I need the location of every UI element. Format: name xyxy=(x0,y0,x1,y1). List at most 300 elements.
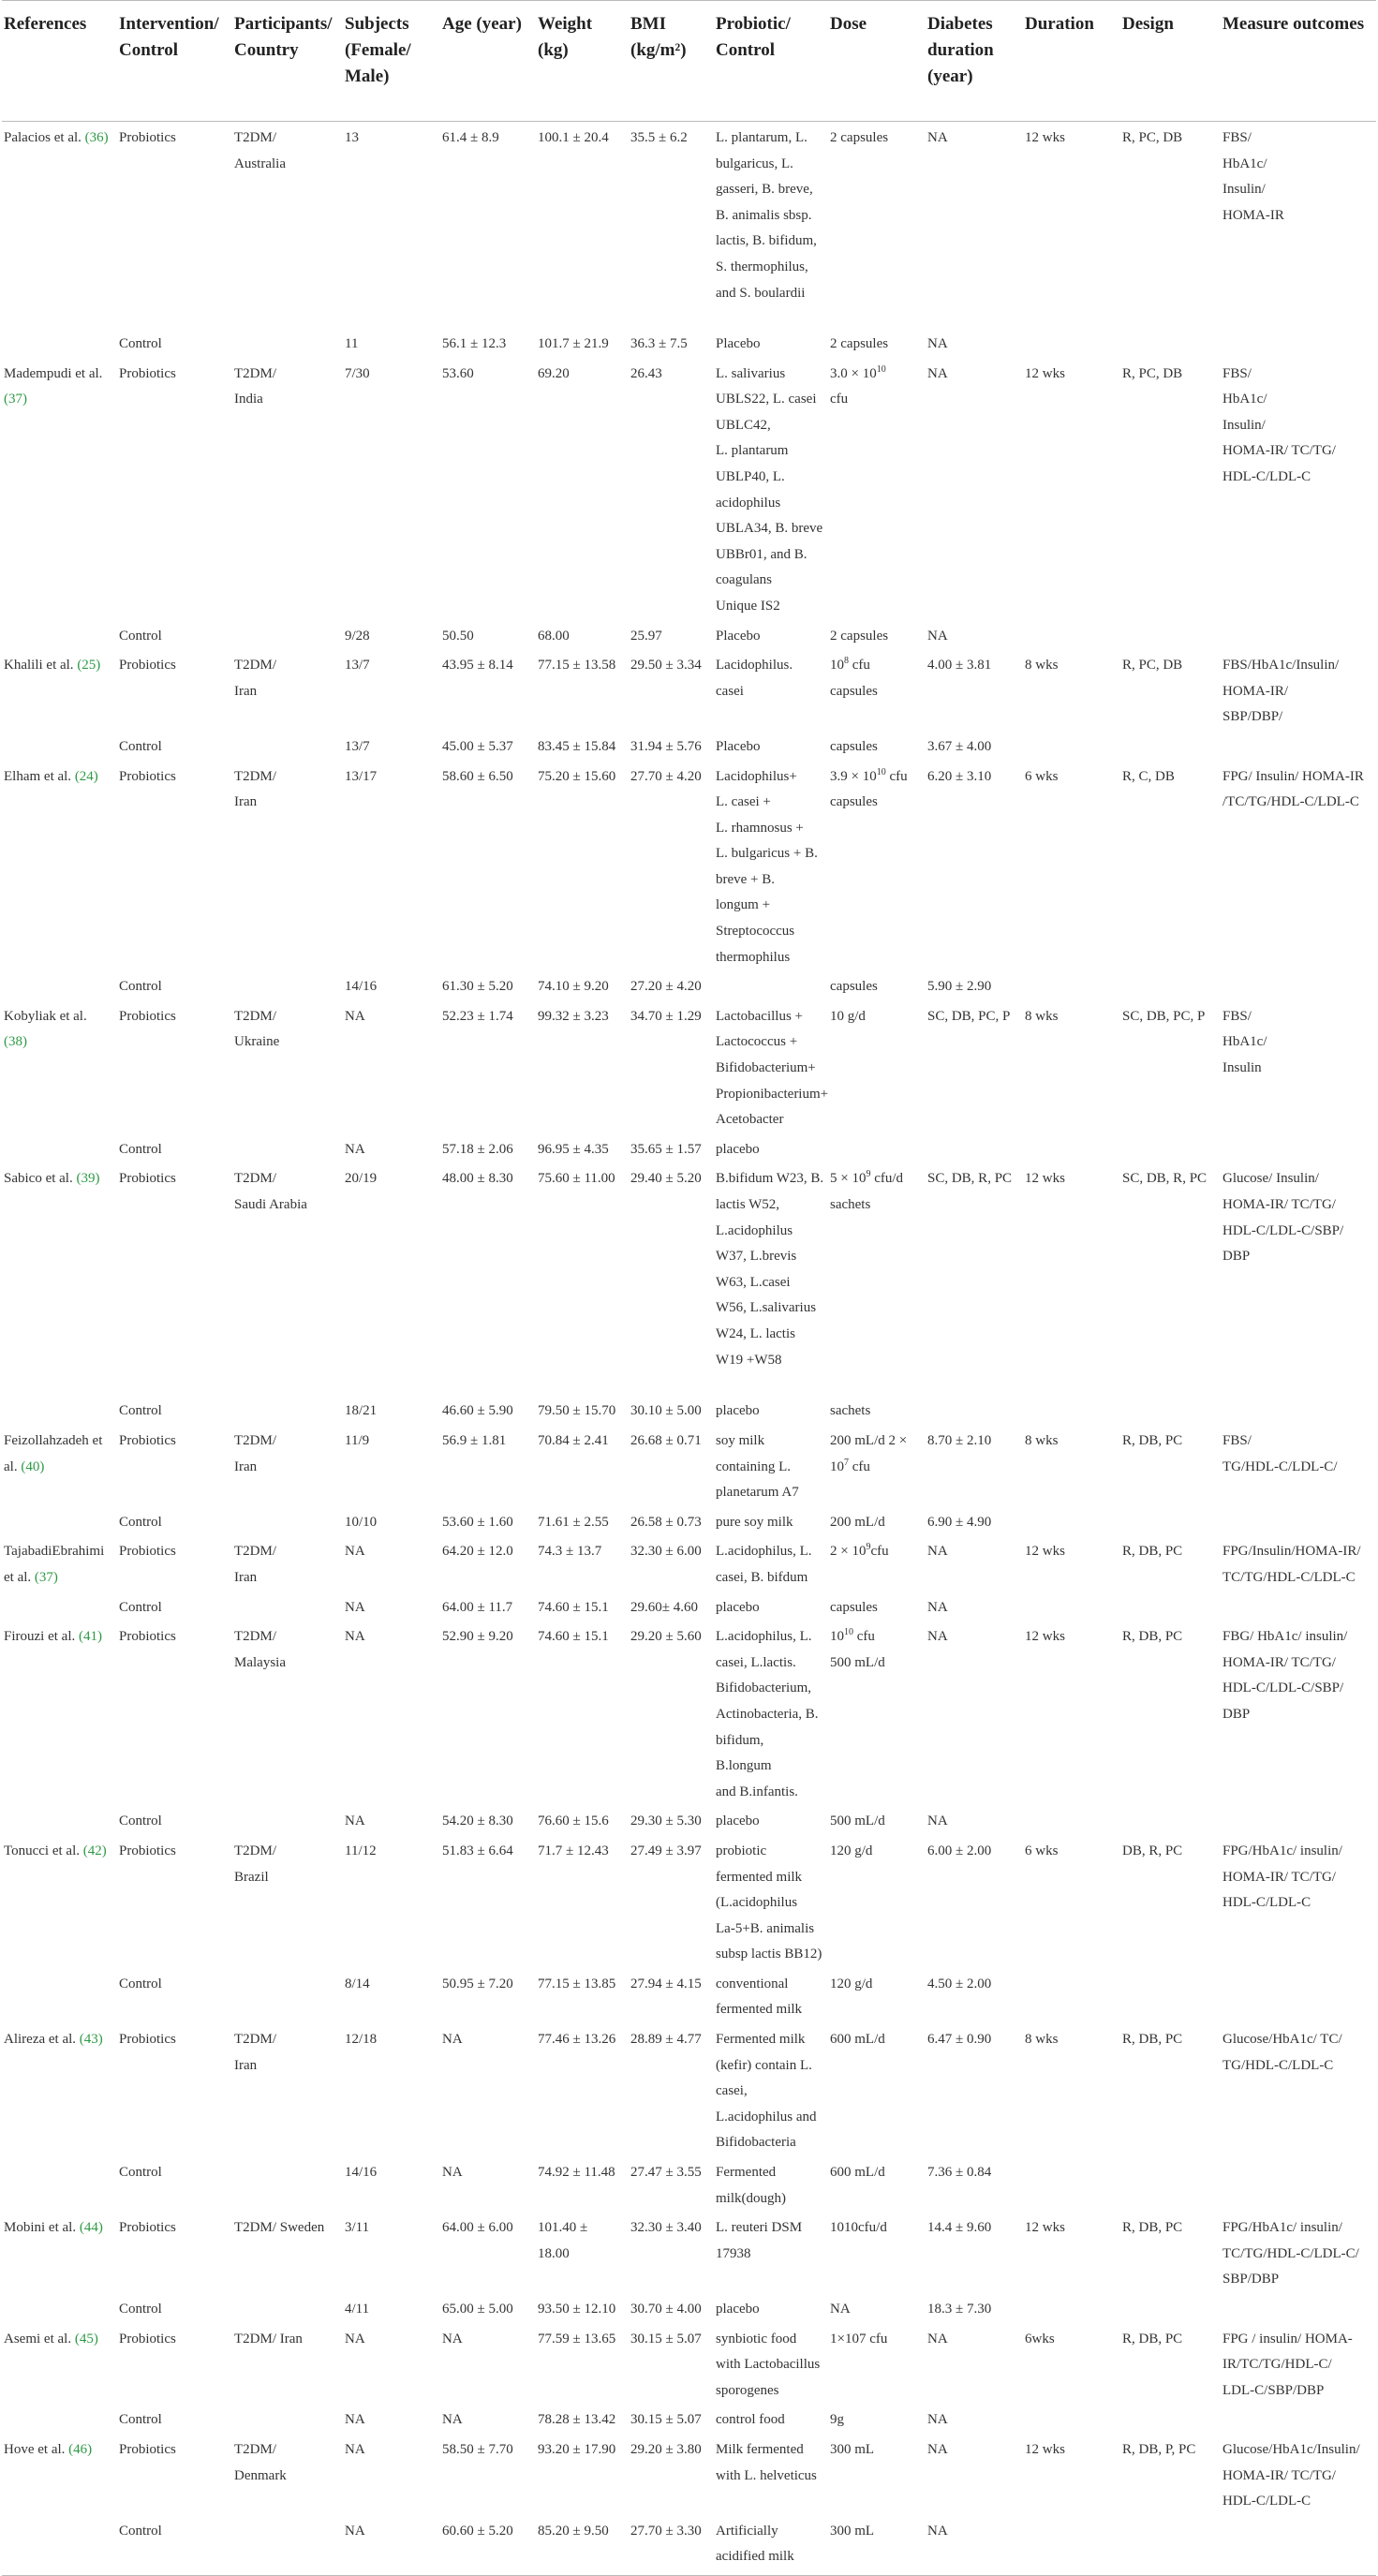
table-row xyxy=(2,358,1376,620)
cell-line: 12 wks xyxy=(1025,365,1065,381)
cell-measure-outcomes xyxy=(1221,1968,1376,2023)
cell-text: 3.0 × 10 xyxy=(830,365,877,381)
cell-probiotic-control xyxy=(714,122,828,329)
cell-line: SC, DB, R, PC xyxy=(1122,1171,1208,1187)
cell-line xyxy=(1025,1399,1117,1425)
cell-participants-country xyxy=(232,1621,343,1805)
cell-line: 1010cfu/d xyxy=(830,2220,887,2236)
cell-line: Probiotics xyxy=(119,1544,176,1560)
cell-intervention-control xyxy=(117,731,232,761)
cell-line: 74.60 ± 15.1 xyxy=(538,1629,609,1645)
cell-bmi xyxy=(629,1835,714,1968)
cell-line: 83.45 ± 15.84 xyxy=(538,738,616,754)
cell-line: 56.9 ± 1.81 xyxy=(442,1433,507,1448)
reference-link[interactable]: (39) xyxy=(76,1171,100,1187)
cell-age xyxy=(440,2156,536,2212)
cell-age xyxy=(440,2293,536,2323)
cell-age xyxy=(440,1162,536,1395)
cell-dose xyxy=(828,2293,926,2323)
header-weight xyxy=(536,1,629,122)
cell-line: Streptococcus xyxy=(716,924,795,940)
cell-line: 75.20 ± 15.60 xyxy=(538,768,616,784)
cell-dose xyxy=(828,122,926,329)
table-row xyxy=(2,1425,1376,1506)
cell-line xyxy=(1122,2297,1217,2323)
cell-dose xyxy=(828,1395,926,1425)
cell-line: 9/28 xyxy=(345,628,370,644)
cell-participants-country xyxy=(232,1133,343,1163)
cell-line: 18.3 ± 7.30 xyxy=(927,2302,992,2317)
cell-intervention-control xyxy=(117,1591,232,1621)
cell-age xyxy=(440,2212,536,2293)
cell-line: 12 wks xyxy=(1025,1171,1065,1187)
cell-measure-outcomes xyxy=(1221,2404,1376,2434)
cell-intervention-control xyxy=(117,1162,232,1395)
cell-references xyxy=(2,358,117,620)
cell-line: 36.3 ± 7.5 xyxy=(630,336,688,351)
cell-line: thermophilus xyxy=(716,949,791,965)
cell-line: 14/16 xyxy=(345,2165,378,2181)
cell-duration xyxy=(1023,358,1120,620)
cell-line: Bifidobacteria xyxy=(716,2135,796,2151)
cell-intervention-control xyxy=(117,2212,232,2293)
cell-dose xyxy=(828,1000,926,1133)
cell-line: Malaysia xyxy=(234,1654,286,1670)
header-line: Control xyxy=(119,40,178,60)
cell-measure-outcomes xyxy=(1221,122,1376,329)
cell-line: Insulin xyxy=(1222,1060,1262,1076)
cell-line: casei, L.lactis. xyxy=(716,1654,796,1670)
cell-line xyxy=(1025,1809,1117,1835)
cell-subjects xyxy=(343,328,440,358)
cell-line: Probiotics xyxy=(119,658,176,674)
cell-weight xyxy=(536,1000,629,1133)
cell-line: L.acidophilus, L. xyxy=(716,1544,812,1560)
cell-line: R, DB, PC xyxy=(1122,2220,1183,2236)
cell-line: T2DM/ xyxy=(234,1433,276,1448)
cell-intervention-control xyxy=(117,328,232,358)
cell-intervention-control xyxy=(117,970,232,1000)
cell-probiotic-control xyxy=(714,2323,828,2405)
cell-duration xyxy=(1023,1621,1120,1805)
cell-line: bifidum, xyxy=(716,1732,764,1748)
cell-subjects xyxy=(343,1162,440,1395)
cell-dose xyxy=(828,1968,926,2023)
cell-bmi xyxy=(629,1425,714,1506)
header-line: Probiotic/ xyxy=(716,14,791,34)
superscript: 7 xyxy=(844,1457,849,1468)
cell-line xyxy=(4,1839,113,1865)
cell-line: T2DM/ xyxy=(234,1008,276,1024)
cell-line xyxy=(1025,624,1117,650)
cell-line: B.longum xyxy=(716,1758,772,1774)
table-row xyxy=(2,1621,1376,1805)
cell-line: 18/21 xyxy=(345,1403,378,1419)
header-line: BMI xyxy=(630,14,666,34)
cell-bmi xyxy=(629,649,714,731)
cell-line: T2DM/ xyxy=(234,2441,276,2457)
cell-line: NA xyxy=(927,365,948,381)
cell-line: Iran xyxy=(234,1458,258,1474)
cell-participants-country xyxy=(232,1591,343,1621)
cell-subjects xyxy=(343,1425,440,1506)
cell-line xyxy=(4,332,113,358)
reference-link[interactable]: (43) xyxy=(79,2032,103,2048)
cell-line: 76.60 ± 15.6 xyxy=(538,1814,609,1829)
cell-design xyxy=(1120,2434,1221,2515)
cell-participants-country xyxy=(232,1000,343,1133)
cell-line: lactis, B. bifidum, xyxy=(716,233,817,249)
cell-dose xyxy=(828,2023,926,2156)
cell-bmi xyxy=(629,1395,714,1425)
cell-probiotic-control xyxy=(714,1968,828,2023)
cell-line: 74.10 ± 9.20 xyxy=(538,979,609,995)
cell-diabetes-duration xyxy=(926,1835,1023,1968)
table-row xyxy=(2,1162,1376,1395)
cell-line: 2 capsules xyxy=(830,130,889,145)
cell-line xyxy=(4,764,113,791)
cell-dose xyxy=(828,1805,926,1835)
cell-line: probiotic xyxy=(716,1843,767,1858)
reference-link[interactable]: (46) xyxy=(68,2441,93,2457)
cell-line xyxy=(4,2215,113,2242)
cell-line xyxy=(1025,332,1117,358)
reference-link[interactable]: (37) xyxy=(34,1569,58,1585)
cell-line: Control xyxy=(119,1599,162,1615)
cell-line: 600 mL/d xyxy=(830,2165,885,2181)
reference-link[interactable]: (36) xyxy=(84,130,109,145)
cell-line: 8 wks xyxy=(1025,2032,1059,2048)
cell-line: (kefir) contain L. xyxy=(716,2057,812,2073)
reference-link[interactable]: (45) xyxy=(74,2331,98,2347)
cell-line: 75.60 ± 11.00 xyxy=(538,1171,615,1187)
cell-references xyxy=(2,1591,117,1621)
cell-line: 85.20 ± 9.50 xyxy=(538,2523,609,2539)
cell-participants-country xyxy=(232,2156,343,2212)
reference-link[interactable]: (25) xyxy=(77,658,101,674)
cell-line xyxy=(830,653,922,679)
cell-line: 71.61 ± 2.55 xyxy=(538,1514,609,1530)
cell-measure-outcomes xyxy=(1221,2515,1376,2576)
cell-line: NA xyxy=(927,2523,948,2539)
cell-line: acidified milk xyxy=(716,2549,794,2565)
cell-line: Propionibacterium+ xyxy=(716,1086,829,1102)
cell-line: 27.49 ± 3.97 xyxy=(630,1843,702,1858)
cell-line xyxy=(1122,2519,1217,2545)
cell-line: 60.60 ± 5.20 xyxy=(442,2523,513,2539)
cell-line: 10 g/d xyxy=(830,1008,866,1024)
table-row xyxy=(2,2434,1376,2515)
cell-weight xyxy=(536,1535,629,1591)
cell-line xyxy=(4,2027,113,2053)
cell-line: T2DM/ xyxy=(234,1629,276,1645)
cell-line: NA xyxy=(345,1544,365,1560)
cell-line: 30.15 ± 5.07 xyxy=(630,2331,702,2347)
cell-references xyxy=(2,1506,117,1536)
header-age xyxy=(440,1,536,122)
cell-line: 5.90 ± 2.90 xyxy=(927,979,992,995)
cell-line: 2 capsules xyxy=(830,628,889,644)
cell-line: Control xyxy=(119,1976,162,1991)
cell-line: 27.47 ± 3.55 xyxy=(630,2165,702,2181)
cell-line: 58.50 ± 7.70 xyxy=(442,2441,513,2457)
cell-line: L. plantarum xyxy=(716,443,789,459)
cell-age xyxy=(440,1805,536,1835)
cell-text: cfu xyxy=(853,1629,875,1645)
cell-line: Probiotics xyxy=(119,1171,176,1187)
cell-duration xyxy=(1023,761,1120,971)
cell-intervention-control xyxy=(117,1835,232,1968)
cell-age xyxy=(440,731,536,761)
cell-line xyxy=(234,1137,339,1163)
cell-text: cfu xyxy=(870,1544,889,1560)
cell-line: UBLA34, B. breve xyxy=(716,521,823,537)
cell-duration xyxy=(1023,2023,1120,2156)
cell-line: 46.60 ± 5.90 xyxy=(442,1403,513,1419)
cell-line xyxy=(830,1166,922,1192)
cell-line xyxy=(1222,1972,1372,1998)
cell-participants-country xyxy=(232,1968,343,2023)
cell-line: cfu xyxy=(830,392,849,407)
cell-line: 300 mL xyxy=(830,2441,875,2457)
cell-line: 11/9 xyxy=(345,1433,370,1448)
cell-bmi xyxy=(629,2293,714,2323)
cell-line xyxy=(1025,2297,1117,2323)
cell-line xyxy=(4,1595,113,1621)
cell-line: 74.92 ± 11.48 xyxy=(538,2165,615,2181)
cell-line xyxy=(927,1137,1019,1163)
cell-line xyxy=(4,2407,113,2434)
cell-line: 74.60 ± 15.1 xyxy=(538,1599,609,1615)
reference-link[interactable]: (38) xyxy=(4,1034,27,1050)
header-line: Measure outcomes xyxy=(1222,14,1365,34)
cell-line: 52.23 ± 1.74 xyxy=(442,1008,513,1024)
cell-line: Australia xyxy=(234,155,286,171)
cell-subjects xyxy=(343,358,440,620)
cell-references xyxy=(2,649,117,731)
cell-line xyxy=(1025,2519,1117,2545)
cell-probiotic-control xyxy=(714,358,828,620)
reference-link[interactable]: (42) xyxy=(82,1843,107,1858)
cell-line: NA xyxy=(927,2412,948,2428)
cell-design xyxy=(1120,1535,1221,1591)
cell-duration xyxy=(1023,1968,1120,2023)
cell-line: 29.30 ± 5.30 xyxy=(630,1814,702,1829)
cell-references xyxy=(2,2156,117,2212)
cell-line: Probiotics xyxy=(119,130,176,145)
cell-line xyxy=(830,362,922,388)
cell-line: 50.50 xyxy=(442,628,474,644)
cell-line: 53.60 xyxy=(442,365,474,381)
header-dose xyxy=(828,1,926,122)
cell-line: with Lactobacillus xyxy=(716,2357,821,2373)
header-line: Male) xyxy=(345,67,390,86)
cell-line: Control xyxy=(119,2165,162,2181)
cell-line: fermented milk xyxy=(716,2002,803,2018)
cell-line: R, PC, DB xyxy=(1122,365,1183,381)
table-row xyxy=(2,2323,1376,2405)
cell-line: TC/TG/HDL-C/LDL-C/ xyxy=(1222,2245,1359,2261)
cell-line xyxy=(4,2437,113,2464)
cell-duration xyxy=(1023,1805,1120,1835)
cell-line: Placebo xyxy=(716,628,761,644)
cell-probiotic-control xyxy=(714,761,828,971)
cell-line: Insulin/ xyxy=(1222,417,1266,433)
cell-line xyxy=(1222,2519,1372,2545)
cell-diabetes-duration xyxy=(926,2212,1023,2293)
cell-line: Acetobacter xyxy=(716,1112,784,1128)
cell-diabetes-duration xyxy=(926,1506,1023,1536)
cell-weight xyxy=(536,2212,629,2293)
cell-subjects xyxy=(343,122,440,329)
cell-subjects xyxy=(343,1968,440,2023)
cell-line: 12 wks xyxy=(1025,2441,1065,2457)
cell-participants-country xyxy=(232,731,343,761)
cell-line xyxy=(4,734,113,761)
cell-line xyxy=(1222,974,1372,1000)
cell-line: pure soy milk xyxy=(716,1514,793,1530)
cell-bmi xyxy=(629,731,714,761)
cell-age xyxy=(440,1395,536,1425)
cell-line: FPG/HbA1c/ insulin/ xyxy=(1222,2220,1342,2236)
header-line: Control xyxy=(716,40,775,60)
cell-line: NA xyxy=(927,1544,948,1560)
cell-line: HbA1c/ xyxy=(1222,1034,1267,1050)
cell-probiotic-control xyxy=(714,2404,828,2434)
cell-line: HOMA-IR/ TC/TG/ xyxy=(1222,1654,1336,1670)
cell-age xyxy=(440,1133,536,1163)
cell-line: IR/TC/TG/HDL-C/ xyxy=(1222,2357,1332,2373)
cell-text: Firouzi et al. xyxy=(4,1629,79,1645)
cell-weight xyxy=(536,1162,629,1395)
cell-line: R, DB, PC xyxy=(1122,1544,1183,1560)
reference-link[interactable]: (24) xyxy=(74,768,98,784)
cell-line: 29.50 ± 3.34 xyxy=(630,658,702,674)
cell-age xyxy=(440,122,536,329)
cell-line xyxy=(234,332,339,358)
cell-line: subsp lactis BB12) xyxy=(716,1947,822,1962)
cell-line: longum + xyxy=(716,897,771,913)
cell-bmi xyxy=(629,761,714,971)
cell-line: Lacidophilus+ xyxy=(716,768,797,784)
cell-text: Palacios et al. xyxy=(4,130,85,145)
reference-link[interactable]: (44) xyxy=(79,2220,103,2236)
cell-duration xyxy=(1023,649,1120,731)
cell-line: R, DB, PC xyxy=(1122,2331,1183,2347)
cell-line: NA xyxy=(830,2302,851,2317)
cell-line xyxy=(234,2519,339,2545)
cell-age xyxy=(440,2515,536,2576)
cell-participants-country xyxy=(232,328,343,358)
cell-subjects xyxy=(343,1591,440,1621)
cell-line: Iran xyxy=(234,794,258,810)
superscript: 10 xyxy=(876,363,886,375)
cell-measure-outcomes xyxy=(1221,2293,1376,2323)
cell-subjects xyxy=(343,1805,440,1835)
cell-measure-outcomes xyxy=(1221,731,1376,761)
cell-line: L.acidophilus xyxy=(716,1222,793,1238)
header-line: (Female/ xyxy=(345,40,411,60)
cell-line: Glucose/HbA1c/ TC/ xyxy=(1222,2032,1342,2048)
cell-probiotic-control xyxy=(714,2515,828,2576)
cell-text: 5 × 10 xyxy=(830,1171,867,1187)
cell-line: 200 mL/d xyxy=(830,1514,885,1530)
cell-diabetes-duration xyxy=(926,358,1023,620)
cell-line: UBLP40, L. xyxy=(716,468,785,484)
cell-line: Probiotics xyxy=(119,2441,176,2457)
cell-line: placebo xyxy=(716,2302,760,2317)
cell-line: FBG/ HbA1c/ insulin/ xyxy=(1222,1629,1348,1645)
cell-line xyxy=(830,764,922,791)
cell-intervention-control xyxy=(117,2293,232,2323)
cell-line: Placebo xyxy=(716,738,761,754)
cell-line: NA xyxy=(927,2331,948,2347)
cell-line: NA xyxy=(927,1599,948,1615)
cell-weight xyxy=(536,2293,629,2323)
cell-line: 6 wks xyxy=(1025,768,1059,784)
cell-intervention-control xyxy=(117,2404,232,2434)
header-line: Participants/ xyxy=(234,14,333,34)
cell-bmi xyxy=(629,122,714,329)
cell-design xyxy=(1120,970,1221,1000)
reference-link[interactable]: (37) xyxy=(4,392,27,407)
table-row xyxy=(2,649,1376,731)
cell-bmi xyxy=(629,2404,714,2434)
cell-participants-country xyxy=(232,2434,343,2515)
cell-line xyxy=(4,974,113,1000)
cell-diabetes-duration xyxy=(926,649,1023,731)
cell-line: HOMA-IR/ xyxy=(1222,683,1288,699)
cell-diabetes-duration xyxy=(926,1535,1023,1591)
cell-line: L. casei + xyxy=(716,794,771,810)
cell-line: Control xyxy=(119,979,162,995)
header-probiotic-control xyxy=(714,1,828,122)
cell-intervention-control xyxy=(117,122,232,329)
cell-line: 65.00 ± 5.00 xyxy=(442,2302,513,2317)
cell-dose xyxy=(828,358,926,620)
cell-line: 12 wks xyxy=(1025,1544,1065,1560)
cell-duration xyxy=(1023,1835,1120,1968)
cell-probiotic-control xyxy=(714,2434,828,2515)
cell-line: 32.30 ± 6.00 xyxy=(630,1544,702,1560)
header-line: Design xyxy=(1122,14,1174,34)
cell-line xyxy=(234,1809,339,1835)
reference-link[interactable]: (40) xyxy=(21,1458,45,1474)
header-line: Dose xyxy=(830,14,867,34)
cell-dose xyxy=(828,2156,926,2212)
cell-participants-country xyxy=(232,2212,343,2293)
cell-text: 10 xyxy=(830,1458,844,1474)
cell-weight xyxy=(536,358,629,620)
cell-text: cfu/d xyxy=(870,1171,904,1187)
cell-design xyxy=(1120,122,1221,329)
cell-line xyxy=(830,1137,922,1163)
cell-intervention-control xyxy=(117,1506,232,1536)
cell-line: sachets xyxy=(830,1403,871,1419)
cell-line xyxy=(1122,1595,1217,1621)
reference-link[interactable]: (41) xyxy=(78,1629,102,1645)
table-row xyxy=(2,1506,1376,1536)
cell-probiotic-control xyxy=(714,1621,828,1805)
cell-line: Control xyxy=(119,1141,162,1157)
cell-participants-country xyxy=(232,2023,343,2156)
cell-line: L. bulgaricus + B. xyxy=(716,846,818,862)
cell-line: Madempudi et al. xyxy=(4,365,103,381)
cell-line: Ukraine xyxy=(234,1034,280,1050)
cell-design xyxy=(1120,358,1221,620)
cell-line: 57.18 ± 2.06 xyxy=(442,1141,513,1157)
cell-line: 93.50 ± 12.10 xyxy=(538,2302,616,2317)
